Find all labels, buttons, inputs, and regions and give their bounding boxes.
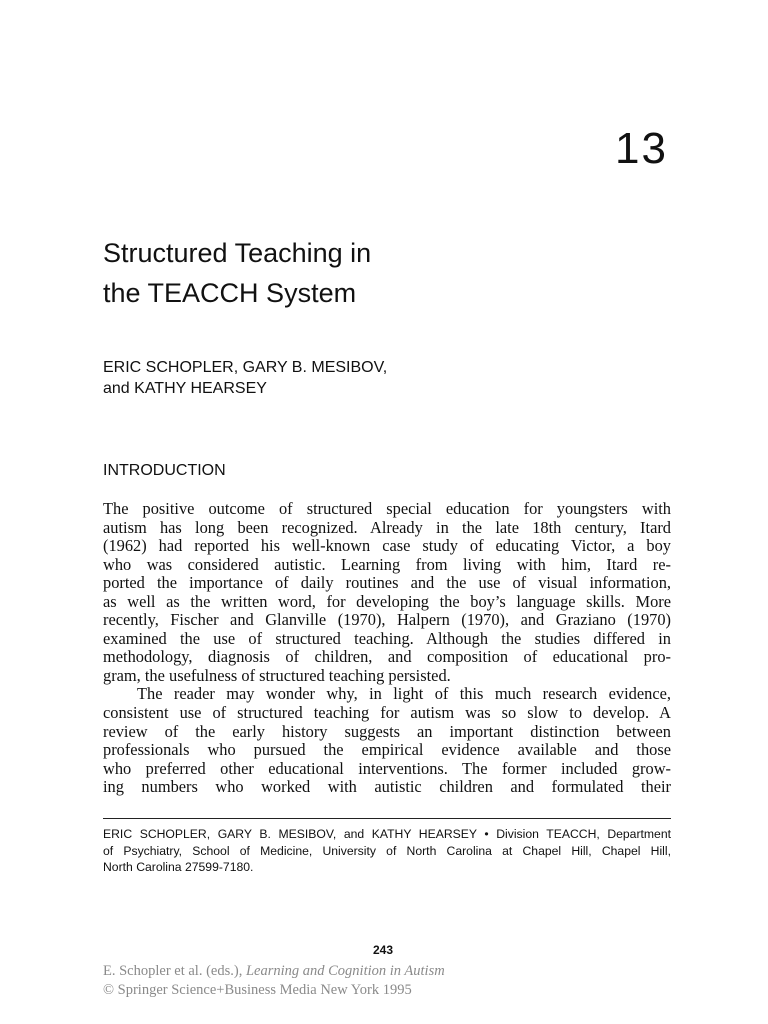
citation-prefix: E. Schopler et al. (eds.), [103, 963, 246, 979]
body-line: ing numbers who worked with autistic children and formulated their [103, 777, 671, 797]
body-line: who was considered autistic. Learning from living with him, Itard re- [103, 554, 671, 574]
author-affiliation-footnote [103, 826, 671, 876]
body-line: review of the early history suggests an important distinction between [103, 721, 671, 741]
footnote-line: of Psychiatry, School of Medicine, University of North Carolina at Chapel Hill, Chapel Hill, [103, 843, 671, 858]
citation-book-title: Learning and Cognition in Autism [245, 963, 445, 979]
copyright-line: © Springer Science+Business Media New York 1995 [103, 982, 412, 998]
body-line: gram, the usefulness of structured teaching persisted. [103, 665, 451, 685]
body-line: (1962) had reported his well-known case study of educating Victor, a boy [103, 536, 671, 556]
body-line: ported the importance of daily routines and the use of visual information, [103, 573, 671, 593]
chapter-title [103, 233, 663, 313]
chapter-title-line: the TEACCH System [103, 278, 357, 308]
body-line: autism has long been recognized. Already in the late 18th century, Itard [103, 517, 671, 537]
chapter-authors [103, 357, 387, 399]
body-line: methodology, diagnosis of children, and composition of educational pro- [103, 647, 671, 667]
chapter-number: 13 [615, 124, 668, 173]
body-line: as well as the written word, for developing the boy’s language skills. More [103, 591, 671, 611]
body-line: examined the use of structured teaching. Although the studies differed in [103, 628, 671, 648]
body-line: The reader may wonder why, in light of this much research evidence, [137, 684, 671, 704]
body-line: The positive outcome of structured special education for youngsters with [103, 499, 671, 518]
section-heading: INTRODUCTION [103, 462, 226, 479]
body-line: who preferred other educational interventions. The former included grow- [103, 758, 671, 778]
chapter-title-line: Structured Teaching in [103, 238, 372, 268]
body-text [103, 500, 671, 797]
page-number: 243 [373, 943, 394, 957]
body-line: professionals who pursued the empirical evidence available and those [103, 740, 671, 760]
footnote-line: ERIC SCHOPLER, GARY B. MESIBOV, and KATHY HEARSEY • Division TEACCH, Department [103, 827, 671, 841]
authors-line: ERIC SCHOPLER, GARY B. MESIBOV, [103, 359, 388, 376]
body-line: consistent use of structured teaching for autism was so slow to develop. A [103, 703, 671, 723]
footnote-divider [103, 818, 671, 819]
footnote-line: North Carolina 27599-7180. [103, 860, 254, 874]
authors-line: and KATHY HEARSEY [103, 380, 267, 397]
body-line: recently, Fischer and Glanville (1970), Halpern (1970), and Graziano (1970) [103, 610, 671, 630]
citation-line [103, 962, 445, 981]
source-citation [103, 962, 445, 1000]
